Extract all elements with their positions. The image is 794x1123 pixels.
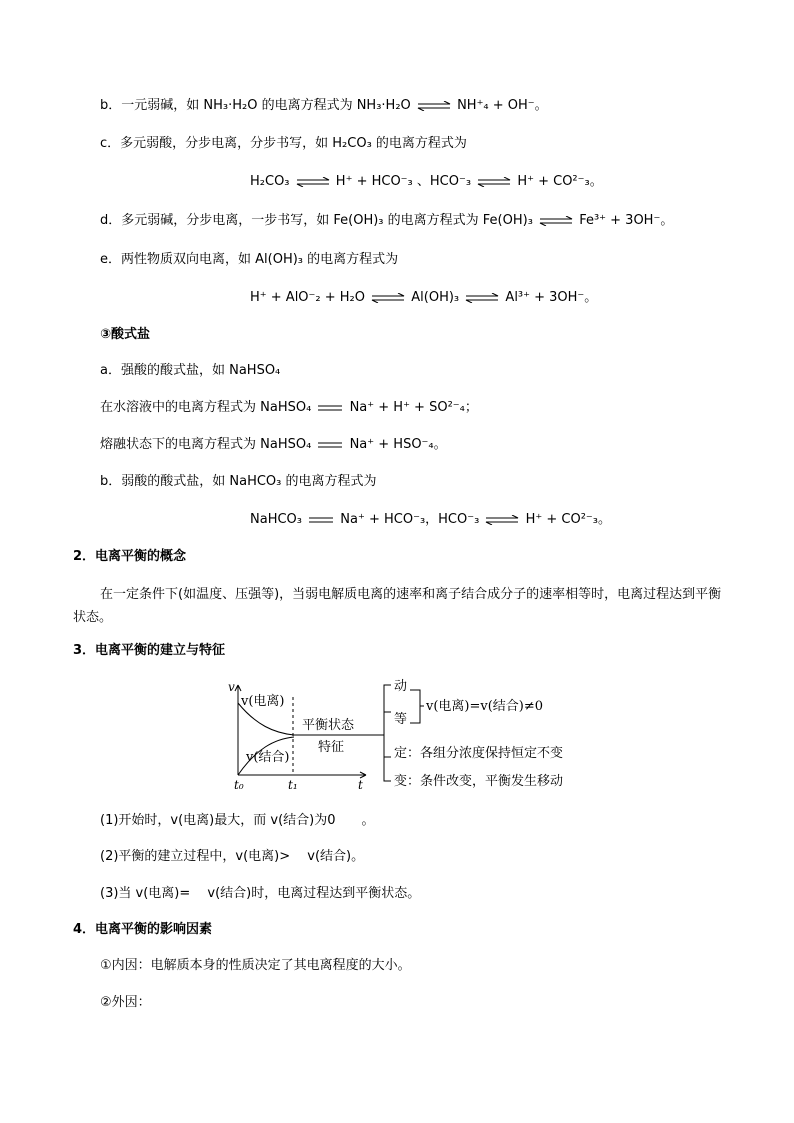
question-2: (2)平衡的建立过程中，v(电离)> v(结合)。 (100, 849, 365, 864)
t0-label: t₀ (234, 778, 244, 792)
amphoteric-eq-part2: Al(OH)₃ (411, 290, 460, 305)
t1-label: t₁ (288, 778, 298, 792)
axis-t-label: t (358, 778, 363, 792)
molten-rhs: Na⁺ + HSO⁻₄。 (349, 437, 447, 452)
feature-ding: 定：各组分浓度保持恒定不变 (394, 746, 564, 761)
equals-arrow-icon (308, 516, 334, 524)
polyacid-eq-part2: H⁺ + HCO⁻₃ 、HCO⁻₃ (335, 174, 472, 189)
reversible-arrow-icon (477, 177, 511, 187)
outer-factor: ②外因： (100, 995, 151, 1010)
reversible-arrow-icon (417, 101, 451, 111)
question-1: (1)开始时，v(电离)最大，而 v(结合)为0 。 (100, 813, 375, 828)
weak-salt-eq-part1: NaHCO₃ (250, 512, 302, 527)
reversible-arrow-icon (371, 293, 405, 303)
section-4-title: 4．电离平衡的影响因素 (73, 922, 213, 937)
section-2-title: 2．电离平衡的概念 (73, 549, 187, 564)
molten-ionization-line (100, 435, 447, 455)
weak-salt-eq-part3: H⁺ + CO²⁻₃。 (525, 512, 611, 527)
weak-salt-eq-part2: Na⁺ + HCO⁻₃，HCO⁻₃ (340, 512, 480, 527)
state-label-2: 特征 (318, 740, 345, 755)
axis-v-label: v (228, 680, 235, 694)
inner-factor: ①内因：电解质本身的性质决定了其电离程度的大小。 (100, 958, 411, 973)
reversible-arrow-icon (485, 515, 519, 525)
polyacid-equation (250, 172, 603, 192)
aqueous-rhs: Na⁺ + H⁺ + SO²⁻₄； (349, 400, 478, 415)
weak-base-line (100, 96, 548, 116)
polyacid-line: c．多元弱酸，分步电离，分步书写，如 H₂CO₃ 的电离方程式为 (100, 136, 467, 151)
amphoteric-equation (250, 288, 597, 308)
question-3: (3)当 v(电离)= v(结合)时，电离过程达到平衡状态。 (100, 886, 421, 901)
weak-base-rhs: NH⁺₄ + OH⁻。 (457, 98, 548, 113)
polybase-rhs: Fe³⁺ + 3OH⁻。 (579, 213, 674, 228)
molten-text: 熔融状态下的电离方程式为 NaHSO₄ (100, 437, 312, 452)
polybase-line (100, 211, 673, 231)
combine-label: v(结合) (246, 750, 290, 765)
reversible-arrow-icon (296, 177, 330, 187)
polybase-text: d．多元弱碱，分步电离，一步书写，如 Fe(OH)₃ 的电离方程式为 Fe(OH)₃ (100, 213, 533, 228)
amphoteric-line: e．两性物质双向电离，如 Al(OH)₃ 的电离方程式为 (100, 252, 399, 267)
section-3-title: 3．电离平衡的建立与特征 (73, 643, 226, 658)
reversible-arrow-icon (539, 216, 573, 226)
equilibrium-diagram (226, 675, 606, 795)
ionize-label: v(电离) (241, 694, 285, 709)
state-label-1: 平衡状态 (302, 718, 355, 733)
polyacid-eq-part3: H⁺ + CO²⁻₃。 (517, 174, 603, 189)
weak-acid-salt-line: b．弱酸的酸式盐，如 NaHCO₃ 的电离方程式为 (100, 474, 377, 489)
weak-base-text: b．一元弱碱，如 NH₃·H₂O 的电离方程式为 NH₃·H₂O (100, 98, 411, 113)
weak-acid-salt-equation (250, 510, 611, 530)
feature-bian: 变：条件改变，平衡发生移动 (394, 774, 564, 789)
aqueous-text: 在水溶液中的电离方程式为 NaHSO₄ (100, 400, 312, 415)
equals-arrow-icon (317, 404, 343, 412)
amphoteric-eq-part1: H⁺ + AlO⁻₂ + H₂O (250, 290, 365, 305)
aqueous-ionization-line (100, 398, 478, 418)
feature-deng: 等 (394, 712, 408, 727)
amphoteric-eq-part3: Al³⁺ + 3OH⁻。 (505, 290, 598, 305)
feature-brace (381, 685, 391, 781)
feature-deng-detail: v(电离)=v(结合)≠0 (426, 699, 544, 714)
polyacid-eq-part1: H₂CO₃ (250, 174, 290, 189)
strong-acid-salt-line: a．强酸的酸式盐，如 NaHSO₄ (100, 363, 281, 378)
feature-dong: 动 (394, 679, 408, 694)
dong-deng-brace (410, 690, 424, 723)
section-2-body: 在一定条件下(如温度、压强等)，当弱电解质电离的速率和离子结合成分子的速率相等时，电离过程达到平衡状态。 (73, 587, 722, 625)
acid-salt-title: ③酸式盐 (100, 327, 151, 342)
equals-arrow-icon (317, 441, 343, 449)
reversible-arrow-icon (465, 293, 499, 303)
